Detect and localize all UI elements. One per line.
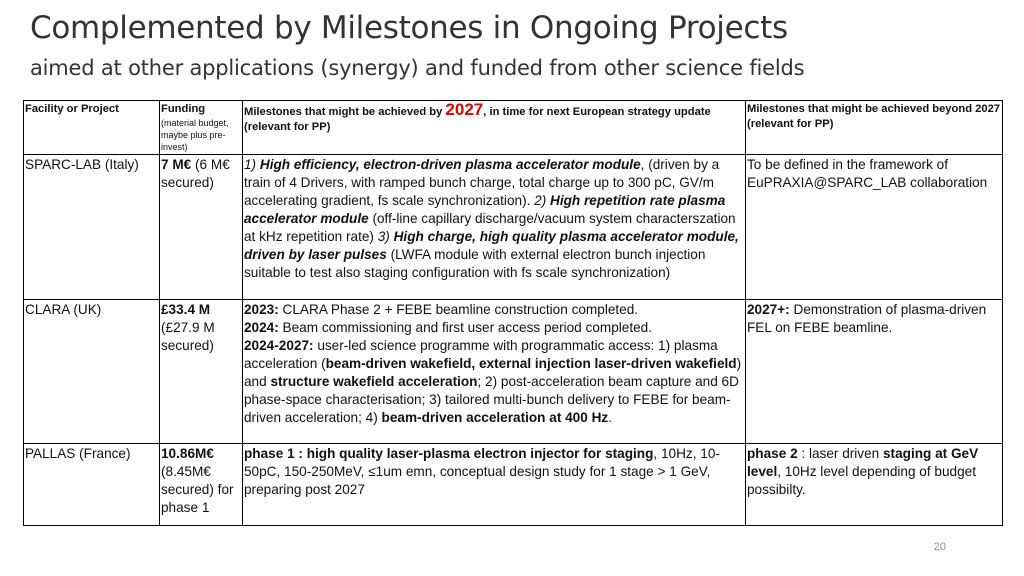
milestone-1-text: , (driven by a train of 4 Drivers, with ramped bunch charge, total charge up to 300 pC, GV/m accelerating gradient, fs scale synchronization). [244,157,720,208]
cell-milestones [243,155,746,300]
funding-amount: £33.4 M [161,302,211,317]
milestone-num-1: 1) [244,157,260,172]
funding-detail: (6 M€ secured) [161,157,230,190]
slide-subtitle: aimed at other applications (synergy) and funded from other science fields [30,56,805,80]
header-funding-note: (material budget, maybe plus pre-invest) [161,118,229,152]
milestone-2023-label: 2023: [244,302,279,317]
header-milestones-2027 [243,101,746,155]
cell-funding [160,155,243,300]
milestone-bold-part: structure wakefield acceleration [270,374,478,389]
table-header-row [24,101,1003,155]
cell-facility: SPARC-LAB (Italy) [24,155,160,300]
funding-amount: 10.86M€ [161,446,214,461]
milestone-2024-text: Beam commissioning and first user access period completed. [278,320,653,335]
page-number: 20 [933,541,946,553]
cell-facility: CLARA (UK) [24,300,160,444]
milestone-text-part: ; 2) post-acceleration beam capture and 6D phase-space characterisation; 3) tailored multi-bunch delivery to FEBE for beam-driven acceleration; 4) [244,374,739,425]
table-row-sparc-lab [24,155,1003,300]
beyond-phase-2-label: phase 2 [747,446,798,461]
header-funding [160,101,243,155]
milestone-phase-1-text: , 10Hz, 10-50pC, 150-250MeV, ≤1um emn, conceptual design study for 1 stage > 1 GeV, preparing post 2027 [244,446,720,497]
slide-title [30,10,788,46]
beyond-text: : laser driven [797,446,883,461]
milestone-1-title: High efficiency, electron-driven plasma accelerator module [259,157,641,172]
header-facility: Facility or Project [24,101,160,155]
milestone-2-title: High repetition rate plasma accelerator module [244,193,726,226]
cell-milestones [243,444,746,526]
beyond-bold-part: staging at GeV level [747,446,979,479]
header-beyond-2027: Milestones that might be achieved beyond 2027 (relevant for PP) [746,101,1003,155]
milestone-text-part: user-led science programme with programmatic access: 1) plasma acceleration ( [244,338,718,371]
milestone-2024-label: 2024: [244,320,279,335]
table-row-pallas [24,444,1003,526]
cell-funding [160,300,243,444]
beyond-label: 2027+: [747,302,790,317]
beyond-text: , 10Hz level depending of budget possibilty. [747,464,977,497]
cell-beyond [746,300,1003,444]
funding-detail: (8.45M€ secured) for phase 1 [161,464,234,515]
funding-detail: (£27.9 M secured) [161,320,215,353]
slide-title-emphasis: Ongoing Projects [529,10,788,46]
milestone-bold-part: beam-driven acceleration at 400 Hz [381,410,609,425]
header-milestones-pre: Milestones that might be achieved by [244,106,446,118]
milestone-text-part: ) and [244,356,742,389]
slide-title-plain: Complemented by Milestones in [30,10,530,46]
milestone-2024-2027-label: 2024-2027: [244,338,314,353]
funding-amount: 7 M€ [161,157,192,172]
cell-beyond [746,444,1003,526]
header-milestones-post: , in time for next European strategy update (relevant for PP) [244,106,711,133]
milestone-num-3: 3) [377,229,394,244]
cell-beyond: To be defined in the framework of EuPRAXIA@SPARC_LAB collaboration [746,155,1003,300]
milestone-num-2: 2) [534,193,551,208]
table-row-clara [24,300,1003,444]
milestones-table [23,100,1003,526]
milestone-2-text: (off-line capillary discharge/vacuum system characterszation at kHz repetition rate) [244,211,736,244]
milestone-phase-1-title: phase 1 : high quality laser-plasma electron injector for staging [244,446,654,461]
cell-facility: PALLAS (France) [24,444,160,526]
milestone-3-text: (LWFA module with external electron bunch injection suitable to test also staging configuration with fs scale synchronization) [244,247,706,280]
milestone-text-part: . [608,410,612,425]
milestone-2023-text: CLARA Phase 2 + FEBE beamline construction completed. [278,302,639,317]
cell-milestones [243,300,746,444]
milestone-bold-part: beam-driven wakefield, external injection laser-driven wakefield [325,356,737,371]
header-funding-label: Funding [161,103,206,115]
header-year-2027: 2027 [445,100,484,119]
milestone-3-title: High charge, high quality plasma accelerator module, driven by laser pulses [244,229,739,262]
cell-funding [160,444,243,526]
beyond-text: Demonstration of plasma-driven FEL on FEBE beamline. [747,302,987,335]
